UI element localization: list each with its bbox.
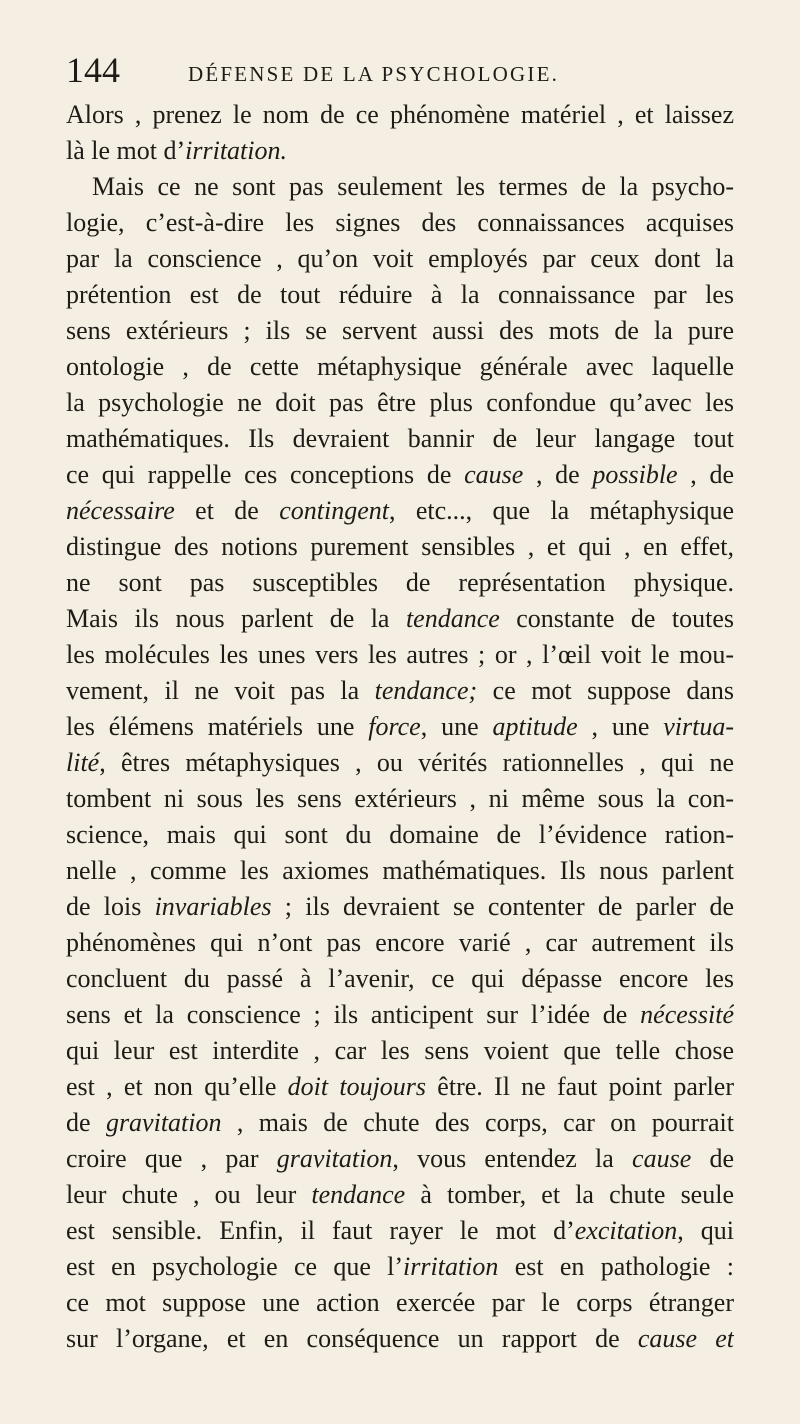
text-run: ce mot suppose dans	[477, 676, 734, 705]
text-line	[66, 889, 734, 925]
text-line	[66, 241, 734, 277]
text-run: distingue des notions purement sensibles , et qui , en effet,	[66, 532, 734, 561]
text-run: ontologie , de cette métaphysique générale avec laquelle	[66, 352, 734, 381]
text-run: tombent ni sous les sens extérieurs , ni même sous la con-	[66, 784, 734, 813]
text-run: à tomber, et la chute seule	[405, 1180, 734, 1209]
text-run: ce qui rappelle ces conceptions de	[66, 460, 465, 489]
italic-term: cause	[464, 460, 524, 489]
text-run: leur chute , ou leur	[66, 1180, 312, 1209]
text-line	[66, 853, 734, 889]
text-run: Mais ce ne sont pas seulement les termes de la psycho-	[92, 172, 734, 201]
page-number: 144	[66, 50, 120, 90]
italic-term: cause et	[637, 1324, 734, 1353]
italic-term: contingent	[279, 496, 389, 525]
italic-term: tendance	[405, 604, 500, 633]
text-line	[66, 1069, 734, 1105]
text-line	[66, 997, 734, 1033]
page-header	[66, 52, 734, 88]
text-run: , etc..., que la métaphysique	[388, 496, 734, 525]
text-line	[66, 457, 734, 493]
text-run: qui leur est interdite , car les sens voient que telle chose	[66, 1036, 734, 1065]
text-run: nelle , comme les axiomes mathématiques. Ils nous parlent	[66, 856, 734, 885]
text-run: est , et non qu’elle	[66, 1072, 288, 1101]
text-run: par la conscience , qu’on voit employés par ceux dont la	[66, 244, 734, 273]
text-run: Mais ils nous parlent de la	[66, 604, 406, 633]
italic-term: doit toujours	[287, 1072, 427, 1101]
text-line	[66, 349, 734, 385]
text-line	[66, 817, 734, 853]
text-run: ; ils devraient se contenter de parler de	[271, 892, 734, 921]
italic-term: virtua-	[663, 712, 734, 741]
text-line	[66, 97, 734, 133]
text-line	[66, 781, 734, 817]
text-line	[66, 673, 734, 709]
text-run: constante de toutes	[499, 604, 734, 633]
text-run: sens et la conscience ; ils anticipent sur l’idée de	[66, 1000, 641, 1029]
text-run: et de	[174, 496, 280, 525]
text-line	[66, 1141, 734, 1177]
text-run: est sensible. Enfin, il faut rayer le mot d’	[66, 1216, 575, 1245]
text-run: croire que , par	[66, 1144, 277, 1173]
text-run: est en pathologie :	[498, 1252, 734, 1281]
text-run: , vous entendez la	[392, 1144, 633, 1173]
text-run: là le mot d’	[66, 136, 186, 165]
text-run: est en psychologie ce que l’	[66, 1252, 404, 1281]
italic-term: irritation.	[185, 136, 287, 165]
text-run: , de	[523, 460, 593, 489]
italic-term: cause	[632, 1144, 692, 1173]
italic-term: nécessaire	[66, 496, 175, 525]
text-line	[66, 169, 734, 205]
italic-term: invariables	[154, 892, 272, 921]
text-line	[66, 1033, 734, 1069]
body-text	[66, 97, 734, 1357]
text-run: mathématiques. Ils devraient bannir de leur langage tout	[66, 424, 734, 453]
text-line	[66, 313, 734, 349]
italic-term: aptitude	[492, 712, 578, 741]
italic-term: force	[368, 712, 421, 741]
text-run: prétention est de tout réduire à la connaissance par les	[66, 280, 734, 309]
text-run: sens extérieurs ; ils se servent aussi des mots de la pure	[66, 316, 734, 345]
italic-term: tendance;	[374, 676, 478, 705]
italic-term: gravitation	[105, 1108, 222, 1137]
text-line	[66, 601, 734, 637]
italic-term: possible	[592, 460, 678, 489]
text-run: phénomènes qui n’ont pas encore varié , car autrement ils	[66, 928, 734, 957]
text-run: la psychologie ne doit pas être plus confondue qu’avec les	[66, 388, 734, 417]
text-line	[66, 205, 734, 241]
text-run: être. Il ne faut point parler	[426, 1072, 734, 1101]
text-run: les élémens matériels une	[66, 712, 369, 741]
italic-term: tendance	[311, 1180, 406, 1209]
text-line	[66, 1249, 734, 1285]
text-run: , une	[577, 712, 664, 741]
text-run: ce mot suppose une action exercée par le corps étranger	[66, 1288, 734, 1317]
text-run: Alors , prenez le nom de ce phénomène matériel , et laissez	[66, 100, 734, 129]
italic-term: nécessité	[640, 1000, 734, 1029]
text-line	[66, 925, 734, 961]
running-head: DÉFENSE DE LA PSYCHOLOGIE.	[188, 62, 560, 86]
text-run: les molécules les unes vers les autres ; or , l’œil voit le mou-	[66, 640, 734, 669]
italic-term: excitation	[574, 1216, 678, 1245]
text-line	[66, 565, 734, 601]
text-line	[66, 1285, 734, 1321]
italic-term: lité	[66, 748, 100, 777]
text-line	[66, 385, 734, 421]
text-run: , mais de chute des corps, car on pourrait	[221, 1108, 734, 1137]
text-run: sur l’organe, et en conséquence un rapport de	[66, 1324, 638, 1353]
text-line	[66, 1105, 734, 1141]
text-line	[66, 1177, 734, 1213]
text-line	[66, 277, 734, 313]
text-run: science, mais qui sont du domaine de l’évidence ration-	[66, 820, 734, 849]
text-line	[66, 745, 734, 781]
text-line	[66, 1321, 734, 1357]
text-run: logie, c’est-à-dire les signes des connaissances acquises	[66, 208, 734, 237]
text-line	[66, 493, 734, 529]
text-run: vement, il ne voit pas la	[66, 676, 375, 705]
text-line	[66, 709, 734, 745]
text-line	[66, 961, 734, 997]
text-run: , qui	[677, 1216, 734, 1245]
italic-term: irritation	[403, 1252, 499, 1281]
text-run: de	[66, 1108, 106, 1137]
text-line	[66, 421, 734, 457]
text-run: , une	[420, 712, 493, 741]
text-run: ne sont pas susceptibles de représentation physique.	[66, 568, 734, 597]
text-run: , de	[677, 460, 734, 489]
italic-term: gravitation	[276, 1144, 393, 1173]
text-run: de	[691, 1144, 734, 1173]
text-line	[66, 1213, 734, 1249]
text-line	[66, 133, 734, 169]
text-run: de lois	[66, 892, 155, 921]
text-line	[66, 529, 734, 565]
text-run: concluent du passé à l’avenir, ce qui dépasse encore les	[66, 964, 734, 993]
text-line	[66, 637, 734, 673]
text-run: , êtres métaphysiques , ou vérités rationnelles , qui ne	[99, 748, 734, 777]
